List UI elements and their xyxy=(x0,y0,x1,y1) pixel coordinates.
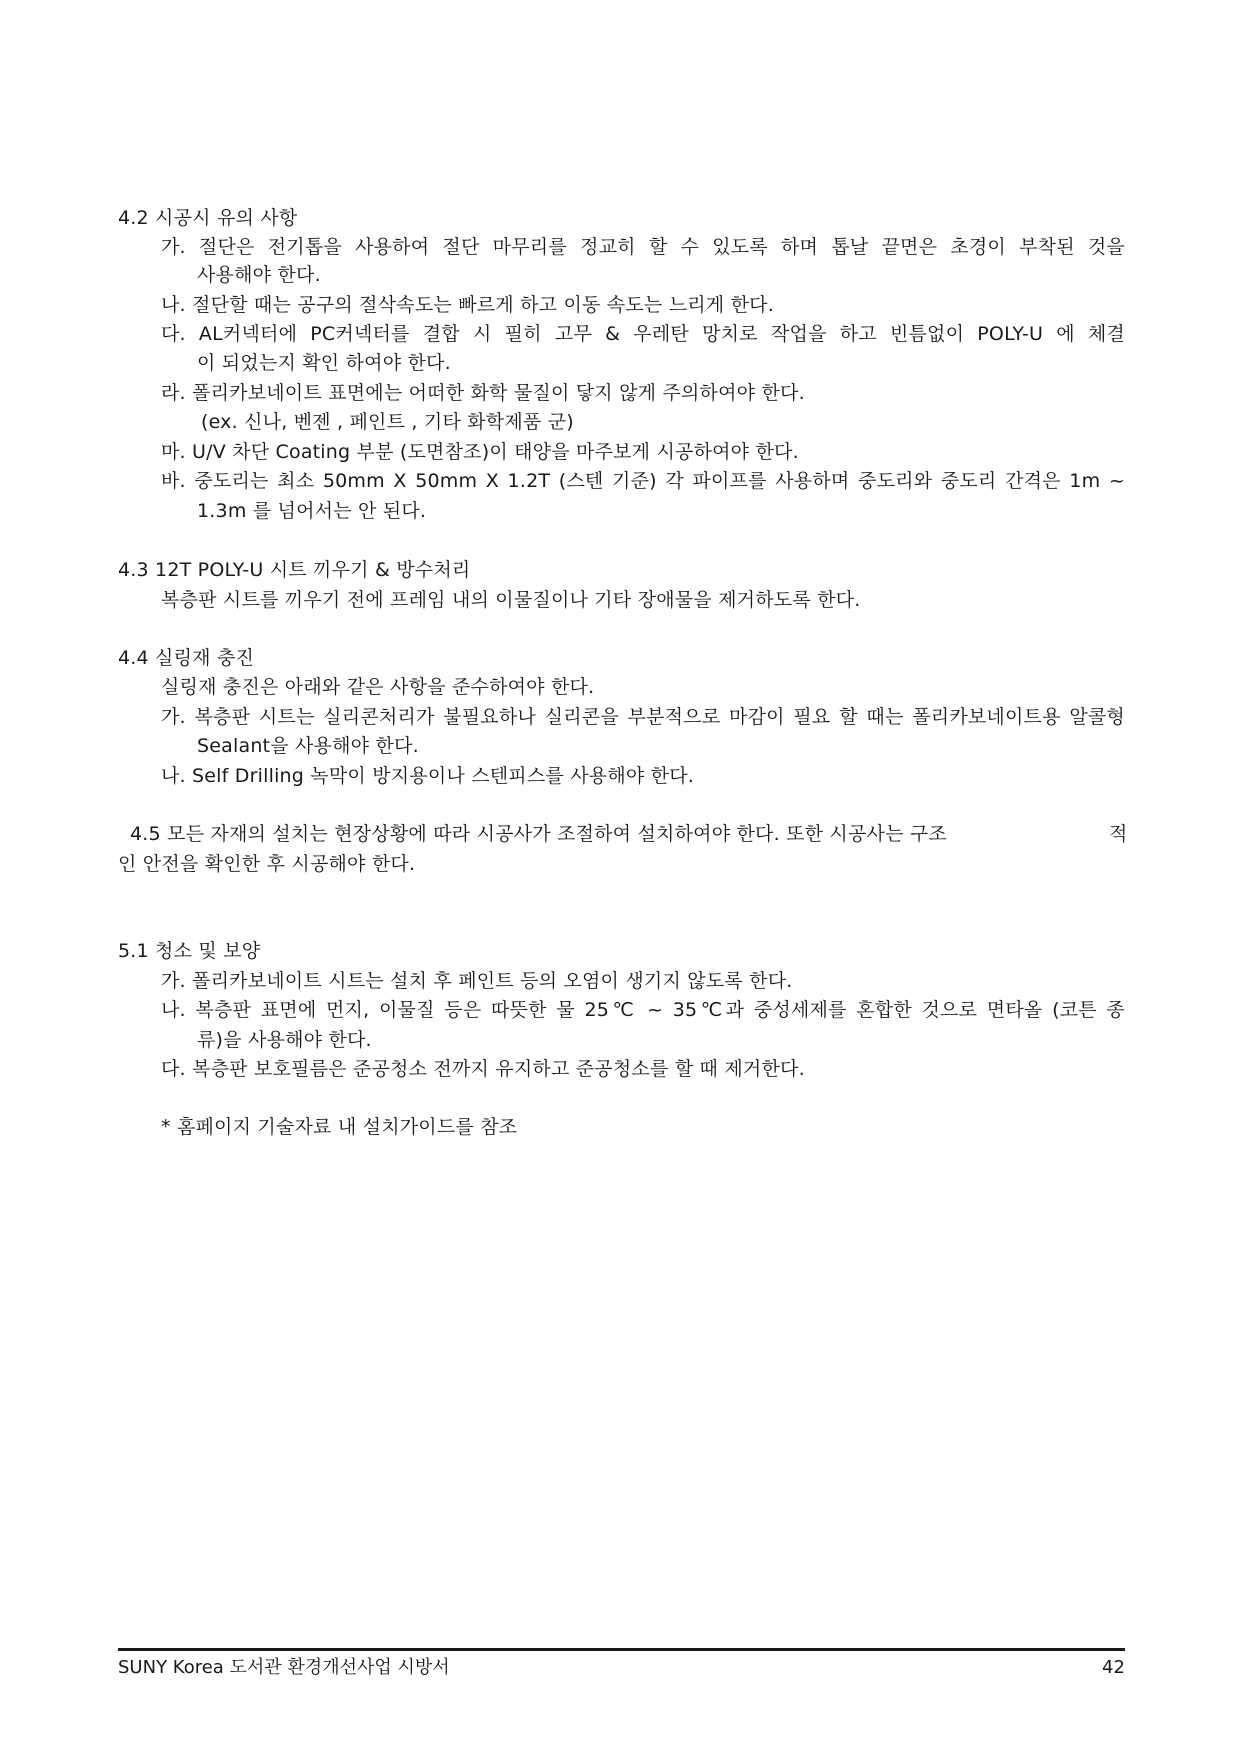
section-5-1-note: * 홈페이지 기술자료 내 설치가이드를 참조 xyxy=(161,1116,518,1138)
section-4-2-item-ra-line2: (ex. 신나, 벤젠 , 페인트 , 기타 화학제품 군) xyxy=(201,411,574,433)
section-4-2-item-ba-line2: 1.3m 를 넘어서는 안 된다. xyxy=(197,500,427,522)
footer-rule xyxy=(118,1648,1125,1651)
section-4-3-body: 복층판 시트를 끼우기 전에 프레임 내의 이물질이나 기타 장애물을 제거하도록 한다. xyxy=(161,589,861,611)
section-4-4-item-ga-line1: 가. 복층판 시트는 실리콘처리가 불필요하나 실리콘을 부분적으로 마감이 필요 할 때는 폴리카보네이트용 알콜형 xyxy=(161,706,1125,728)
section-4-5-line1-tail: 적 xyxy=(1109,823,1128,845)
section-5-1-item-na-line2: 류)을 사용해야 한다. xyxy=(197,1029,372,1051)
section-4-5-line2: 인 안전을 확인한 후 시공해야 한다. xyxy=(118,853,416,875)
section-4-4-heading: 4.4 실링재 충진 xyxy=(118,647,255,669)
section-4-2-item-ga-line2: 사용해야 한다. xyxy=(197,264,321,286)
footer-title: SUNY Korea 도서관 환경개선사업 시방서 xyxy=(118,1657,450,1678)
section-5-1-item-na-line1: 나. 복층판 표면에 먼지, 이물질 등은 따뜻한 물 25℃ ~ 35℃과 중성세제를 혼합한 것으로 면타올 (코튼 종 xyxy=(161,999,1125,1021)
section-4-2-item-ba-line1: 바. 중도리는 최소 50mm X 50mm X 1.2T (스텐 기준) 각 파이프를 사용하며 중도리와 중도리 간격은 1m ~ xyxy=(161,470,1125,492)
section-5-1-heading: 5.1 청소 및 보양 xyxy=(118,940,261,962)
section-4-2-item-da-line1: 다. AL커넥터에 PC커넥터를 결합 시 필히 고무 & 우레탄 망치로 작업을 하고 빈틈없이 POLY-U 에 체결 xyxy=(161,323,1125,345)
section-4-4-intro: 실링재 충진은 아래와 같은 사항을 준수하여야 한다. xyxy=(161,676,595,698)
footer-page-number: 42 xyxy=(1102,1657,1125,1678)
section-4-2-item-da-line2: 이 되었는지 확인 하여야 한다. xyxy=(197,352,451,374)
section-4-4-item-ga-line2: Sealant을 사용해야 한다. xyxy=(197,735,419,757)
section-5-1-item-ga: 가. 폴리카보네이트 시트는 설치 후 페인트 등의 오염이 생기지 않도록 한다. xyxy=(161,970,793,992)
section-4-2-item-ma: 마. U/V 차단 Coating 부분 (도면참조)이 태양을 마주보게 시공하여야 한다. xyxy=(161,441,799,463)
section-4-2-heading: 4.2 시공시 유의 사항 xyxy=(118,207,298,229)
section-4-2-item-na: 나. 절단할 때는 공구의 절삭속도는 빠르게 하고 이동 속도는 느리게 한다. xyxy=(161,294,774,316)
section-4-2-item-ga-line1: 가. 절단은 전기톱을 사용하여 절단 마무리를 정교히 할 수 있도록 하며 톱날 끝면은 초경이 부착된 것을 xyxy=(161,236,1125,258)
section-4-2-item-ra-line1: 라. 폴리카보네이트 표면에는 어떠한 화학 물질이 닿지 않게 주의하여야 한다. xyxy=(161,382,805,404)
section-4-5-line1: 4.5 모든 자재의 설치는 현장상황에 따라 시공사가 조절하여 설치하여야 한다. 또한 시공사는 구조 xyxy=(130,823,947,845)
section-5-1-item-da: 다. 복층판 보호필름은 준공청소 전까지 유지하고 준공청소를 할 때 제거한다. xyxy=(161,1058,805,1080)
section-4-3-heading: 4.3 12T POLY-U 시트 끼우기 & 방수처리 xyxy=(118,559,471,581)
section-4-4-item-na: 나. Self Drilling 녹막이 방지용이나 스텐피스를 사용해야 한다. xyxy=(161,765,695,787)
